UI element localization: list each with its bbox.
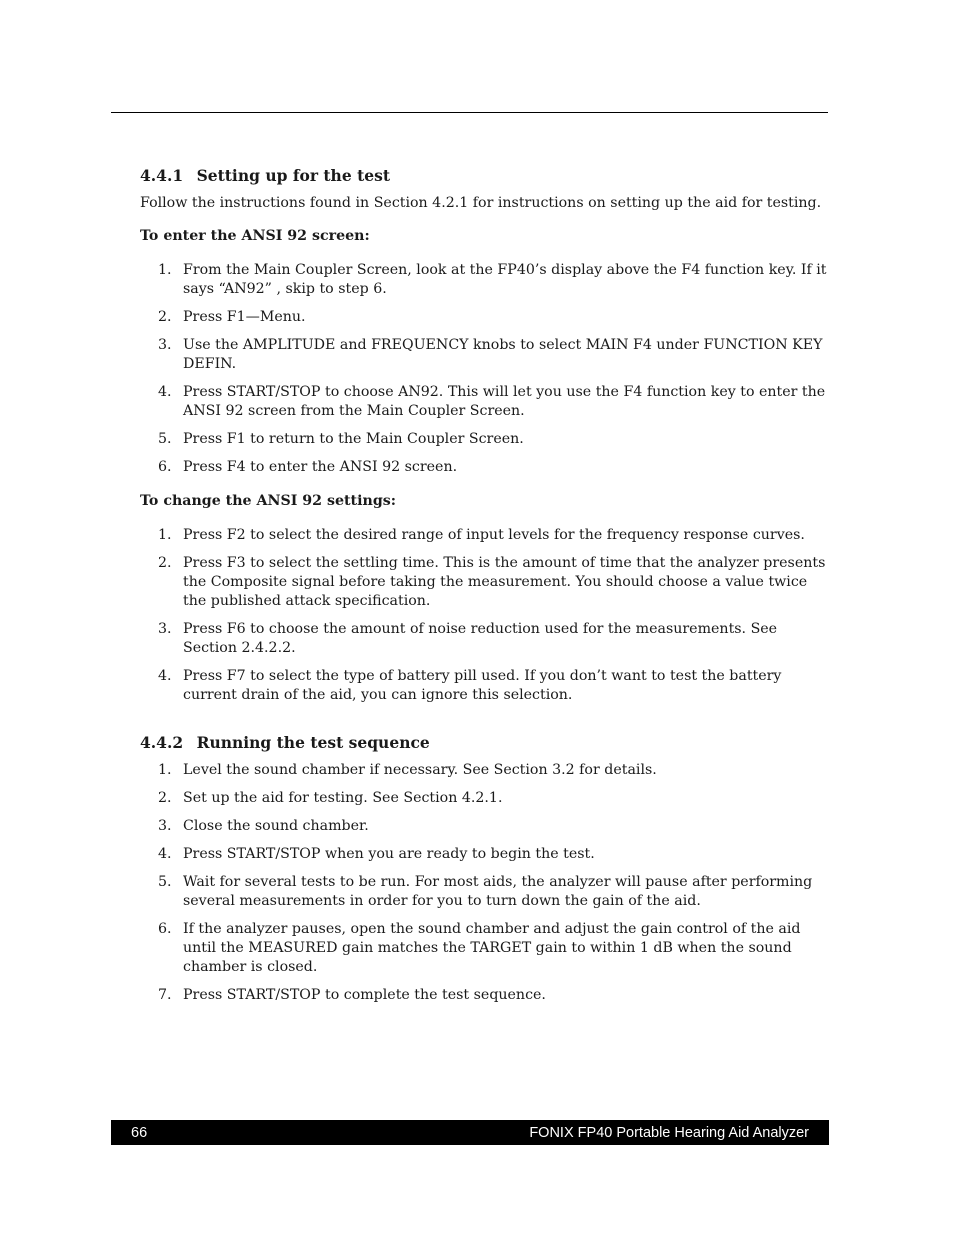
list-item xyxy=(140,458,830,477)
item-text: Close the sound chamber. xyxy=(183,818,369,834)
item-text: Level the sound chamber if necessary. See Section 3.2 for details. xyxy=(183,762,657,778)
item-text: Press F4 to enter the ANSI 92 screen. xyxy=(183,459,458,475)
header-rule xyxy=(111,112,828,113)
list-item xyxy=(140,430,830,449)
item-text: Press START/STOP to choose AN92. This will let you use the F4 function key to enter the ANSI 92 screen from the Main Coupler Screen. xyxy=(183,384,826,419)
page-footer xyxy=(111,1120,829,1145)
list-item xyxy=(140,986,830,1005)
item-text: Set up the aid for testing. See Section 4.2.1. xyxy=(183,790,503,806)
item-number: 3. xyxy=(158,621,172,637)
item-number: 7. xyxy=(158,987,172,1003)
item-text: If the analyzer pauses, open the sound chamber and adjust the gain control of the aid until the MEASURED gain matches the TARGET gain to within 1 dB when the sound chamber is closed. xyxy=(183,921,801,975)
item-number: 1. xyxy=(158,262,172,278)
item-number: 5. xyxy=(158,431,172,447)
section-title: Setting up for the test xyxy=(196,166,390,185)
item-text: Press F1—Menu. xyxy=(183,309,306,325)
item-text: Press F6 to choose the amount of noise reduction used for the measurements. See Section 2.4.2.2. xyxy=(183,621,778,656)
list-item xyxy=(140,845,830,864)
section-number: 4.4.2 xyxy=(140,733,184,752)
item-number: 1. xyxy=(158,527,172,543)
item-number: 3. xyxy=(158,337,172,353)
section-number: 4.4.1 xyxy=(140,166,184,185)
item-number: 4. xyxy=(158,384,172,400)
list-item xyxy=(140,920,830,977)
item-number: 3. xyxy=(158,818,172,834)
list-enter-ansi xyxy=(140,261,830,477)
item-text: Use the AMPLITUDE and FREQUENCY knobs to select MAIN F4 under FUNCTION KEY DEFIN. xyxy=(183,337,823,372)
section-heading-4-4-1 xyxy=(140,165,830,187)
list-item xyxy=(140,789,830,808)
list-running-test xyxy=(140,761,830,1005)
item-number: 1. xyxy=(158,762,172,778)
list-item xyxy=(140,620,830,658)
item-text: Press START/STOP to complete the test sequence. xyxy=(183,987,546,1003)
item-text: Press F1 to return to the Main Coupler Screen. xyxy=(183,431,524,447)
list-item xyxy=(140,667,830,705)
list-item xyxy=(140,261,830,299)
item-text: Press F2 to select the desired range of input levels for the frequency response curves. xyxy=(183,527,805,543)
item-number: 2. xyxy=(158,790,172,806)
item-number: 4. xyxy=(158,846,172,862)
list-item xyxy=(140,308,830,327)
footer-title: FONIX FP40 Portable Hearing Aid Analyzer xyxy=(529,1124,809,1141)
item-number: 6. xyxy=(158,459,172,475)
page-number: 66 xyxy=(131,1124,148,1141)
item-number: 4. xyxy=(158,668,172,684)
list-item xyxy=(140,336,830,374)
list-item xyxy=(140,817,830,836)
item-text: Press F7 to select the type of battery pill used. If you don’t want to test the battery current drain of the aid, you can ignore this selection. xyxy=(183,668,782,703)
item-text: Press START/STOP when you are ready to begin the test. xyxy=(183,846,595,862)
intro-paragraph: Follow the instructions found in Section 4.2.1 for instructions on setting up the aid for testing. xyxy=(140,195,822,211)
item-number: 2. xyxy=(158,309,172,325)
item-text: From the Main Coupler Screen, look at the FP40’s display above the F4 function key. If it says “AN92” , skip to step 6. xyxy=(183,262,827,297)
item-number: 5. xyxy=(158,874,172,890)
item-text: Press F3 to select the settling time. This is the amount of time that the analyzer presents the Composite signal before taking the measurement. You should choose a value twice the published attack specification. xyxy=(183,555,826,609)
list-change-ansi xyxy=(140,526,830,705)
subheading-enter-ansi: To enter the ANSI 92 screen: xyxy=(140,228,370,244)
list-item xyxy=(140,873,830,911)
list-item xyxy=(140,761,830,780)
subheading-change-ansi: To change the ANSI 92 settings: xyxy=(140,493,396,509)
item-number: 2. xyxy=(158,555,172,571)
item-text: Wait for several tests to be run. For most aids, the analyzer will pause after performing several measurements in order for you to turn down the gain of the aid. xyxy=(183,874,813,909)
item-number: 6. xyxy=(158,921,172,937)
page-content xyxy=(140,165,830,1014)
section-title: Running the test sequence xyxy=(196,733,430,752)
list-item xyxy=(140,526,830,545)
section-heading-4-4-2 xyxy=(140,732,830,754)
list-item xyxy=(140,554,830,611)
list-item xyxy=(140,383,830,421)
